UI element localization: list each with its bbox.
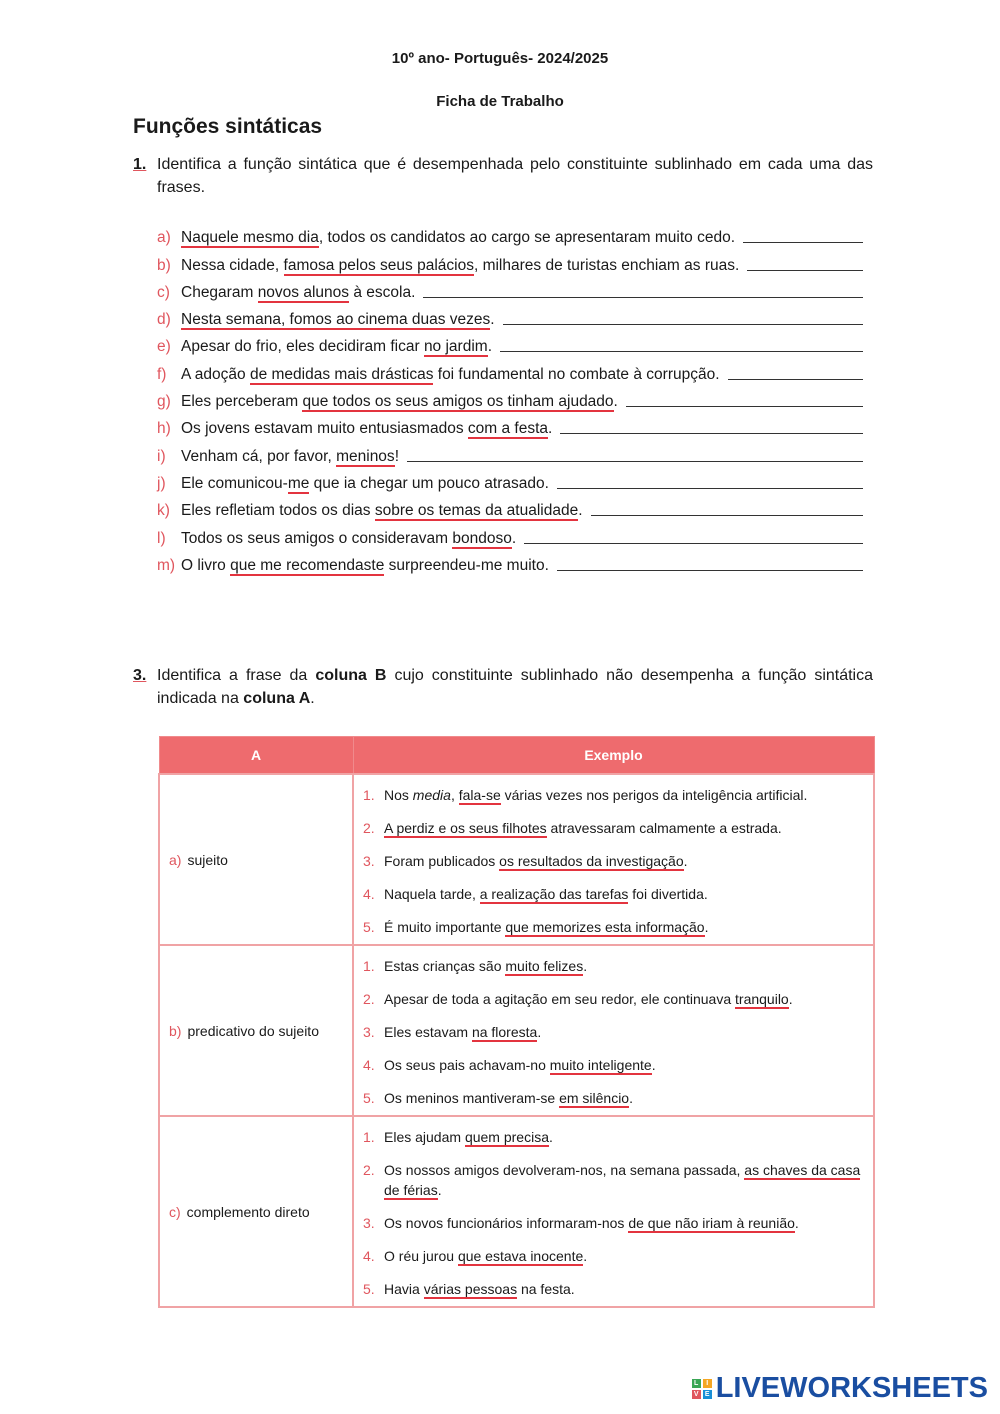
- sentence-text: várias vezes nos perigos da inteligência artificial.: [500, 787, 808, 803]
- example-sentence: [384, 956, 587, 976]
- example-item[interactable]: [363, 1088, 865, 1108]
- logo-block: I: [703, 1379, 712, 1388]
- answer-blank[interactable]: [743, 242, 863, 243]
- example-item[interactable]: [363, 1127, 865, 1147]
- underlined-constituent: tranquilo: [735, 991, 789, 1007]
- list-item: [157, 356, 863, 383]
- sentence-text: Estas crianças são: [384, 958, 506, 974]
- underlined-constituent: no jardim: [423, 338, 488, 356]
- sentence-text: .: [511, 529, 517, 547]
- item-sentence: [181, 393, 618, 411]
- item-label: g): [157, 393, 171, 411]
- list-item: [157, 493, 863, 520]
- sentence-text: ,: [450, 787, 459, 803]
- sentence-text: que ia chegar um pouco atrasado.: [309, 474, 549, 492]
- item-label: k): [157, 502, 170, 520]
- underlined-constituent: em silêncio: [559, 1090, 630, 1106]
- example-item[interactable]: [363, 1213, 865, 1233]
- question-number: 1.: [133, 156, 147, 173]
- example-sentence: [384, 818, 782, 838]
- underlined-constituent: na floresta: [471, 1024, 538, 1040]
- item-sentence: [181, 502, 583, 520]
- item-label: h): [157, 420, 171, 438]
- list-item: [157, 548, 863, 575]
- sentence-text: surpreendeu-me muito.: [384, 556, 549, 574]
- column-b-header: Exemplo: [353, 737, 874, 775]
- item-sentence: [181, 475, 549, 493]
- example-item[interactable]: [363, 956, 865, 976]
- item-sentence: [181, 557, 549, 575]
- underlined-constituent: muito felizes: [505, 958, 584, 974]
- item-label: d): [157, 311, 171, 329]
- item-label: c): [157, 283, 170, 301]
- item-sentence: [181, 311, 495, 329]
- example-sentence: [384, 1055, 656, 1075]
- sentence-text: foi divertida.: [628, 886, 708, 902]
- answer-blank[interactable]: [407, 461, 863, 462]
- sentence-text: .: [583, 958, 588, 974]
- sentence-text: Todos os seus amigos o consideravam: [181, 529, 453, 547]
- item-sentence: [181, 448, 399, 466]
- sentence-text: .: [548, 420, 553, 438]
- sentence-text: O livro: [181, 556, 231, 574]
- question-3: [133, 664, 873, 710]
- sentence-text: Naquela tarde,: [384, 886, 480, 902]
- sentence-text: .: [613, 393, 618, 411]
- list-item: [157, 466, 863, 493]
- example-item[interactable]: [363, 1022, 865, 1042]
- function-cell: [159, 945, 353, 1116]
- sentence-text: .: [548, 1129, 553, 1145]
- italic-word: media: [412, 787, 451, 803]
- answer-blank[interactable]: [503, 324, 863, 325]
- example-number: 2.: [363, 1162, 375, 1178]
- example-item[interactable]: [363, 1055, 865, 1075]
- examples-cell: [353, 774, 874, 945]
- sentence-text: Havia: [384, 1281, 424, 1297]
- underlined-constituent: de medidas mais drásticas: [249, 365, 434, 383]
- example-sentence: [384, 917, 708, 937]
- list-item: [157, 275, 863, 302]
- question-1: [133, 153, 873, 199]
- example-item[interactable]: [363, 818, 865, 838]
- answer-blank[interactable]: [557, 488, 863, 489]
- underlined-constituent: os resultados da investigação: [499, 853, 684, 869]
- function-label: b): [169, 1022, 182, 1039]
- underlined-constituent: com a festa: [467, 420, 549, 438]
- table-row: [159, 945, 874, 1116]
- item-sentence: [181, 257, 739, 275]
- answer-blank[interactable]: [557, 570, 863, 571]
- sentence-text: , milhares de turistas enchiam as ruas.: [473, 256, 740, 274]
- item-label: a): [157, 229, 171, 247]
- example-sentence: [384, 1022, 541, 1042]
- list-item: [157, 438, 863, 465]
- underlined-constituent: que memorizes esta informação: [505, 919, 705, 935]
- sentence-text: Apesar de toda a agitação em seu redor, ele continuava: [384, 991, 736, 1007]
- sentence-text: .: [683, 853, 688, 869]
- example-number: 4.: [363, 886, 375, 902]
- example-item[interactable]: [363, 1160, 865, 1200]
- underlined-constituent: bondoso: [452, 529, 512, 547]
- item-label: m): [157, 556, 176, 574]
- example-sentence: [384, 1213, 799, 1233]
- example-number: 1.: [363, 787, 375, 803]
- example-item[interactable]: [363, 917, 865, 937]
- item-label: f): [157, 365, 167, 383]
- question-instruction: Identifica a função sintática que é desempenhada pelo constituinte sublinhado em cada uma das frases.: [157, 156, 873, 196]
- sentence-text: .: [487, 338, 492, 356]
- underlined-constituent: que todos os seus amigos os tinham ajudado: [302, 393, 614, 411]
- sentence-text: Ele comunicou-: [181, 474, 288, 492]
- page-title: Funções sintáticas: [133, 115, 323, 138]
- logo-icon: [692, 1379, 712, 1399]
- function-cell: [159, 774, 353, 945]
- column-a-header: A: [159, 737, 353, 775]
- sentence-text: , todos os candidatos ao cargo se apresentaram muito cedo.: [318, 229, 736, 247]
- item-label: e): [157, 338, 171, 356]
- example-sentence: [384, 1160, 865, 1200]
- table-header-row: [159, 737, 874, 775]
- example-number: 2.: [363, 820, 375, 836]
- instruction-text: .: [310, 690, 315, 707]
- list-item: [157, 302, 863, 329]
- matching-table: [158, 736, 875, 1308]
- instruction-text: Identifica a frase da: [157, 667, 316, 684]
- sentence-text: É muito importante: [384, 919, 506, 935]
- item-sentence: [181, 229, 735, 247]
- underlined-constituent: sobre os temas da atualidade: [374, 502, 579, 520]
- sentence-text: Os jovens estavam muito entusiasmados: [181, 420, 468, 438]
- item-sentence: [181, 366, 720, 384]
- underlined-constituent: Naquele mesmo dia: [181, 229, 319, 247]
- sentence-text: Apesar do frio, eles decidiram ficar: [181, 338, 424, 356]
- sentence-text: .: [537, 1024, 542, 1040]
- examples-cell: [353, 945, 874, 1116]
- sentence-text: Eles estavam: [384, 1024, 472, 1040]
- example-sentence: [384, 851, 688, 871]
- answer-blank[interactable]: [728, 379, 863, 380]
- function-name: sujeito: [187, 851, 228, 868]
- instruction-bold: coluna B: [315, 667, 387, 684]
- example-sentence: [384, 1279, 575, 1299]
- sentence-text: Eles perceberam: [181, 393, 303, 411]
- instruction-bold: coluna A: [243, 690, 311, 707]
- sentence-text: .: [629, 1090, 633, 1106]
- function-name: complemento direto: [186, 1203, 310, 1220]
- function-cell: [159, 1116, 353, 1307]
- example-sentence: [384, 785, 807, 805]
- item-sentence: [181, 420, 552, 438]
- instruction-text: cujo constituinte sublinhado não desempenha a função sintática indicada na: [157, 667, 874, 707]
- sentence-text: Nos: [384, 787, 413, 803]
- underlined-constituent: novos alunos: [257, 283, 350, 301]
- sentence-text: .: [437, 1182, 442, 1198]
- answer-blank[interactable]: [560, 433, 863, 434]
- underlined-constituent: a realização das tarefas: [479, 886, 629, 902]
- sentence-text: atravessaram calmamente a estrada.: [546, 820, 782, 836]
- answer-blank[interactable]: [524, 543, 863, 544]
- example-number: 4.: [363, 1248, 375, 1264]
- underlined-constituent: de que não iriam à reunião: [628, 1215, 795, 1231]
- example-sentence: [384, 1127, 553, 1147]
- sentence-text: .: [583, 1248, 588, 1264]
- list-item: [157, 329, 863, 356]
- function-name: predicativo do sujeito: [187, 1022, 319, 1039]
- example-sentence: [384, 989, 793, 1009]
- list-item: [157, 411, 863, 438]
- sentence-text: Os seus pais achavam-no: [384, 1057, 550, 1073]
- example-number: 3.: [363, 1215, 375, 1231]
- example-number: 5.: [363, 919, 375, 935]
- question-1-items: [157, 220, 863, 575]
- underlined-constituent: muito inteligente: [549, 1057, 652, 1073]
- underlined-constituent: várias pessoas: [423, 1281, 518, 1297]
- sentence-text: à escola.: [349, 283, 416, 301]
- example-number: 3.: [363, 1024, 375, 1040]
- list-item: [157, 384, 863, 411]
- table-row: [159, 1116, 874, 1307]
- liveworksheets-logo: [692, 1372, 988, 1405]
- year-line: 10º ano- Português- 2024/2025: [391, 50, 609, 67]
- sentence-text: !: [394, 447, 399, 465]
- table-row: [159, 774, 874, 945]
- logo-text: LIVEWORKSHEETS: [715, 1372, 988, 1404]
- item-label: b): [157, 256, 171, 274]
- answer-blank[interactable]: [591, 515, 863, 516]
- function-label: c): [169, 1203, 181, 1220]
- example-item[interactable]: [363, 989, 865, 1009]
- example-item[interactable]: [363, 1279, 865, 1299]
- function-label: a): [169, 851, 182, 868]
- item-sentence: [181, 338, 492, 356]
- example-sentence: [384, 1088, 633, 1108]
- underlined-constituent: que me recomendaste: [230, 556, 385, 574]
- example-sentence: [384, 884, 708, 904]
- underlined-constituent: fala-se: [458, 787, 501, 803]
- answer-blank[interactable]: [423, 297, 863, 298]
- example-number: 5.: [363, 1281, 375, 1297]
- item-label: j): [157, 474, 166, 492]
- sentence-text: Venham cá, por favor,: [181, 447, 337, 465]
- examples-cell: [353, 1116, 874, 1307]
- logo-block: V: [692, 1390, 701, 1399]
- list-item: [157, 520, 863, 547]
- list-item: [157, 220, 863, 247]
- item-label: i): [157, 447, 166, 465]
- item-sentence: [181, 530, 516, 548]
- sentence-text: Eles refletiam todos os dias: [181, 502, 375, 520]
- table-body: [159, 774, 874, 1307]
- example-item[interactable]: [363, 1246, 865, 1266]
- example-number: 5.: [363, 1090, 375, 1106]
- example-sentence: [384, 1246, 587, 1266]
- question-instruction: [157, 664, 873, 710]
- sentence-text: Eles ajudam: [384, 1129, 465, 1145]
- example-item[interactable]: [363, 851, 865, 871]
- question-number: 3.: [133, 667, 147, 684]
- sentence-text: foi fundamental no combate à corrupção.: [433, 365, 720, 383]
- underlined-constituent: meninos: [336, 447, 395, 465]
- sentence-text: .: [490, 311, 495, 329]
- sentence-text: .: [788, 991, 793, 1007]
- sentence-text: Chegaram: [181, 283, 258, 301]
- underlined-constituent: as chaves da casa de férias: [384, 1162, 861, 1198]
- item-sentence: [181, 284, 415, 302]
- underlined-constituent: Nesta semana, fomos ao cinema duas vezes: [181, 311, 491, 329]
- list-item: [157, 247, 863, 274]
- example-item[interactable]: [363, 884, 865, 904]
- sentence-text: Os meninos mantiveram-se: [384, 1090, 560, 1106]
- sentence-text: .: [794, 1215, 799, 1231]
- underlined-constituent: que estava inocente: [457, 1248, 584, 1264]
- sentence-text: .: [578, 502, 583, 520]
- sentence-text: Os novos funcionários informaram-nos: [384, 1215, 629, 1231]
- sentence-text: Foram publicados: [384, 853, 500, 869]
- underlined-constituent: me: [287, 474, 310, 492]
- sentence-text: .: [704, 919, 709, 935]
- sentence-text: na festa.: [517, 1281, 575, 1297]
- answer-blank[interactable]: [747, 270, 863, 271]
- answer-blank[interactable]: [500, 351, 863, 352]
- sentence-text: .: [651, 1057, 656, 1073]
- worksheet-subtitle: Ficha de Trabalho: [436, 93, 564, 110]
- sentence-text: Nessa cidade,: [181, 256, 284, 274]
- example-number: 1.: [363, 1129, 375, 1145]
- item-label: l): [157, 529, 166, 547]
- example-number: 1.: [363, 958, 375, 974]
- logo-block: E: [703, 1390, 712, 1399]
- underlined-constituent: quem precisa: [464, 1129, 549, 1145]
- example-number: 4.: [363, 1057, 375, 1073]
- sentence-text: A adoção: [181, 365, 250, 383]
- underlined-constituent: famosa pelos seus palácios: [283, 256, 474, 274]
- example-number: 3.: [363, 853, 375, 869]
- sentence-text: Os nossos amigos devolveram-nos, na semana passada,: [384, 1162, 745, 1178]
- underlined-constituent: A perdiz e os seus filhotes: [384, 820, 547, 836]
- logo-block: L: [692, 1379, 701, 1388]
- answer-blank[interactable]: [626, 406, 863, 407]
- example-item[interactable]: [363, 785, 865, 805]
- sentence-text: O réu jurou: [384, 1248, 458, 1264]
- example-number: 2.: [363, 991, 375, 1007]
